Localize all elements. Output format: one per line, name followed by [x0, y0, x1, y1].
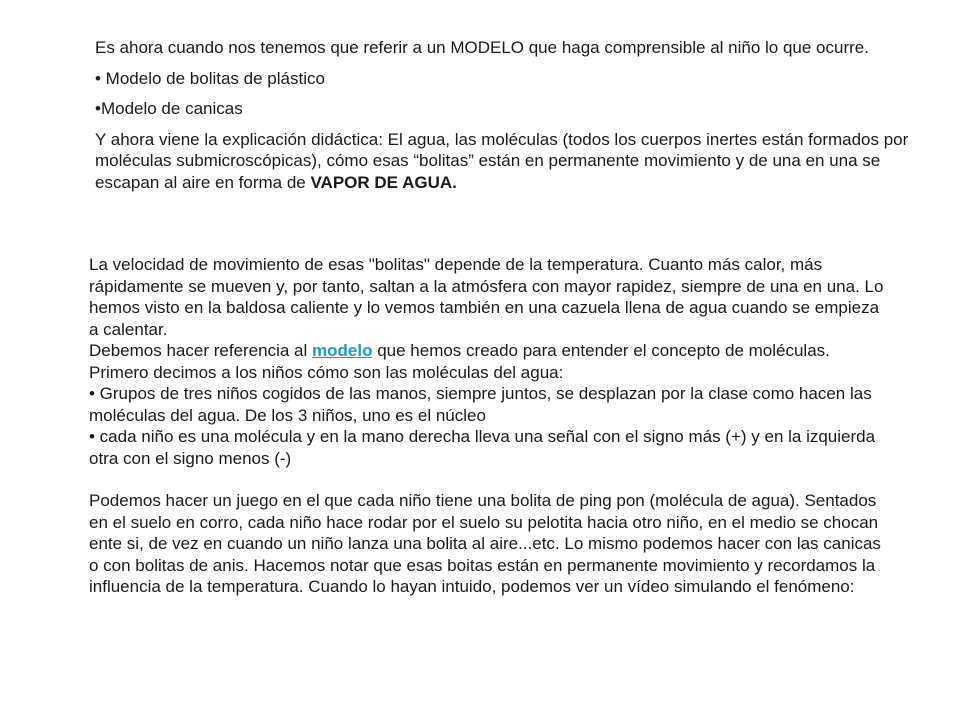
top-text-block — [95, 37, 915, 193]
bottom-text-block — [89, 254, 889, 598]
bullet-plastic-balls: • Modelo de bolitas de plástico — [95, 68, 325, 88]
explanation-text: Y ahora viene la explicación didáctica: El agua, las moléculas (todos los cuerpos inertes están formados por moléculas submicroscópicas), cómo esas “bolitas” están en permanente movimiento y de una en una se escapan al aire en forma de — [95, 129, 909, 192]
game-paragraph: Podemos hacer un juego en el que cada niño tiene una bolita de ping pon (molécula de agua). Sentados en el suelo en corro, cada niño hace rodar por el suelo su pelotita hacia otro niño, en el medio se chocan ente si, de vez en cuando un niño lanza una bolita al aire...etc. Lo mismo podemos hacer con las canicas o con bolitas de anis. Hacemos notar que esas boitas están en permanente movimiento y recordamos la influencia de la temperatura. Cuando lo hayan intuido, podemos ver un vídeo simulando el fenómeno: — [89, 491, 881, 596]
velocity-paragraph: La velocidad de movimiento de esas "bolitas" depende de la temperatura. Cuanto más calor, más rápidamente se mueven y, por tanto, saltan a la atmósfera con mayor rapidez, siempre de una en una. Lo hemos visto en la baldosa caliente y lo vemos también en una cazuela llena de agua cuando se empieza a calentar. — [89, 255, 884, 339]
intro-paragraph: Es ahora cuando nos tenemos que referir a un MODELO que haga comprensible al niño lo que ocurre. — [95, 38, 869, 57]
modelo-link[interactable]: modelo — [312, 341, 373, 360]
explanation-paragraph — [95, 129, 915, 194]
bullet-child: • cada niño es una molécula y en la mano derecha lleva una señal con el signo más (+) y en la izquierda otra con el signo menos (-) — [89, 427, 876, 468]
bullet-groups: • Grupos de tres niños cogidos de las manos, siempre juntos, se desplazan por la clase como hacen las moléculas del agua. De los 3 niños, uno es el núcleo — [89, 384, 872, 425]
reference-text-after: que hemos creado para entender el concepto de moléculas. — [372, 341, 830, 360]
water-vapor-label: VAPOR DE AGUA. — [310, 172, 457, 192]
bullet-marbles: •Modelo de canicas — [95, 99, 243, 118]
first-paragraph: Primero decimos a los niños cómo son las moléculas del agua: — [89, 362, 564, 382]
reference-paragraph — [89, 340, 889, 362]
reference-text-before: Debemos hacer referencia al — [89, 341, 313, 360]
